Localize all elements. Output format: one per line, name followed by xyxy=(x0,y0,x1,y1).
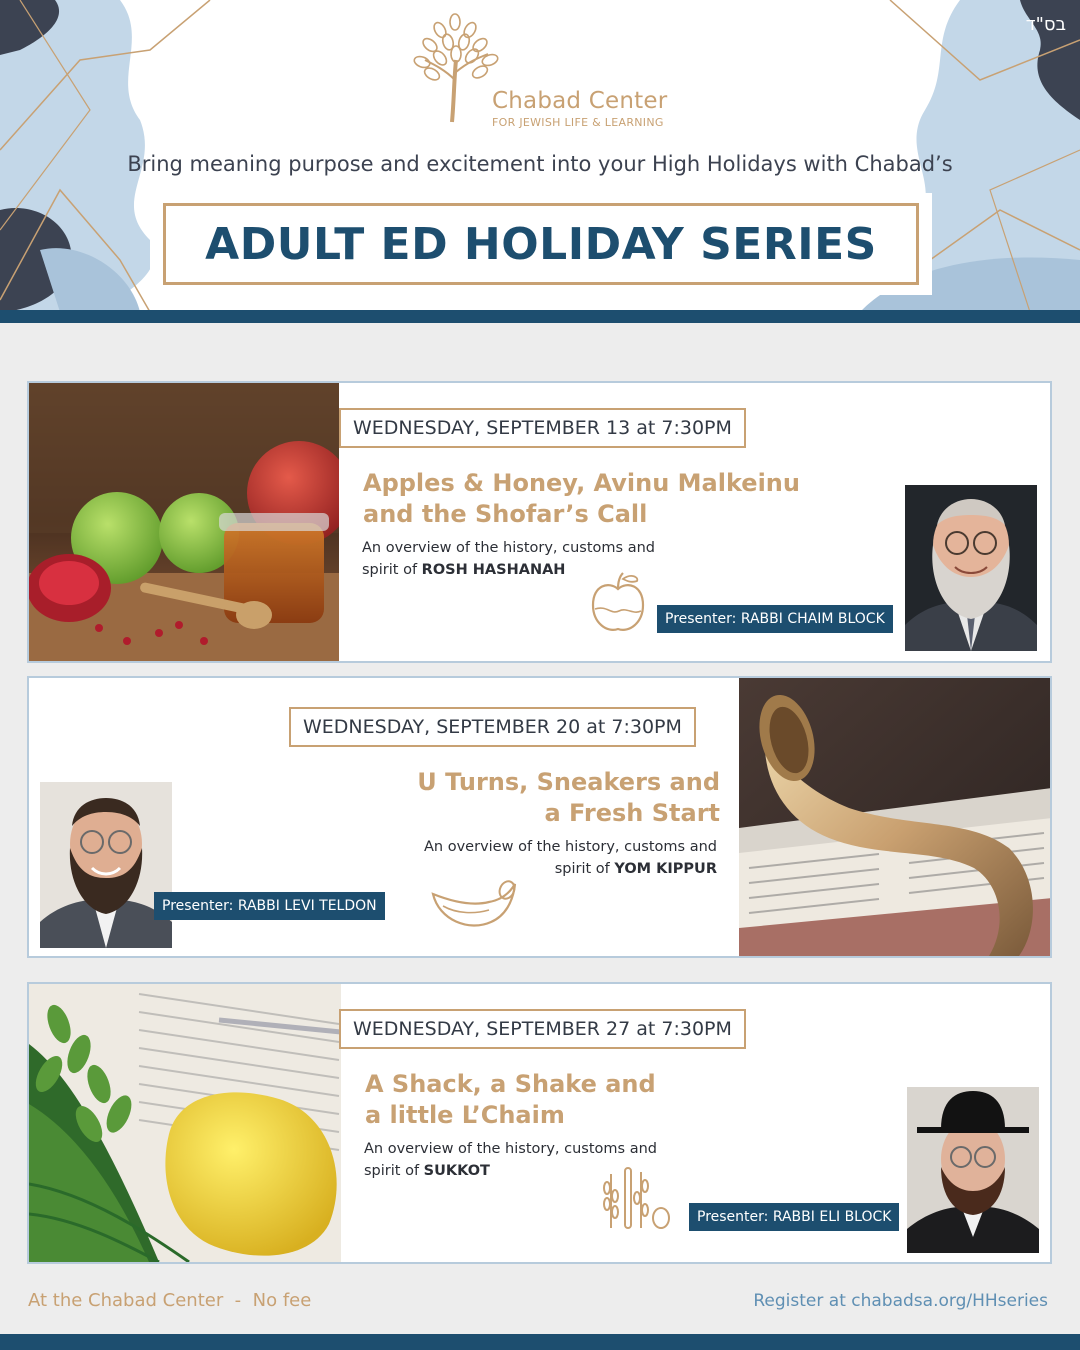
register-link[interactable]: Register at chabadsa.org/HHseries xyxy=(753,1291,1048,1311)
event-title xyxy=(365,1069,656,1131)
event-photo xyxy=(739,678,1052,956)
event-card-yom-kippur xyxy=(27,676,1052,958)
presenter-photo xyxy=(905,485,1037,651)
header-divider xyxy=(0,310,1080,323)
presenter-label: Presenter: RABBI LEVI TELDON xyxy=(154,892,385,920)
presenter-label: Presenter: RABBI CHAIM BLOCK xyxy=(657,605,893,633)
apples-honey-pomegranate-photo xyxy=(29,383,339,661)
title-frame xyxy=(163,203,919,285)
event-title-line2: and the Shofar’s Call xyxy=(363,500,648,528)
title-panel xyxy=(150,193,932,295)
event-title-line1: A Shack, a Shake and xyxy=(365,1070,656,1098)
holiday-name: YOM KIPPUR xyxy=(614,861,717,877)
holiday-name: SUKKOT xyxy=(423,1163,490,1179)
page-title: ADULT ED HOLIDAY SERIES xyxy=(205,218,877,270)
event-title-line2: a little L’Chaim xyxy=(365,1101,565,1129)
event-card-rosh-hashanah xyxy=(27,381,1052,663)
presenter-label: Presenter: RABBI ELI BLOCK xyxy=(689,1203,899,1231)
event-date: WEDNESDAY, SEPTEMBER 20 at 7:30PM xyxy=(289,707,696,747)
event-date: WEDNESDAY, SEPTEMBER 27 at 7:30PM xyxy=(339,1009,746,1049)
description-line1: An overview of the history, customs and xyxy=(424,839,717,855)
etrog-lulav-photo xyxy=(29,984,341,1262)
apple-icon xyxy=(589,571,647,637)
description-prefix: spirit of xyxy=(362,562,422,578)
four-species-icon xyxy=(601,1166,671,1230)
event-card-sukkot xyxy=(27,982,1052,1264)
tagline: Bring meaning purpose and excitement into your High Holidays with Chabad’s xyxy=(127,152,953,176)
holiday-name: ROSH HASHANAH xyxy=(421,562,566,578)
event-photo xyxy=(29,984,341,1262)
footer-location: At the Chabad Center - No fee xyxy=(28,1290,312,1311)
bsd-mark: בס"ד xyxy=(1025,14,1066,35)
event-title-line1: Apples & Honey, Avinu Malkeinu xyxy=(363,469,800,497)
description-prefix: spirit of xyxy=(554,861,615,877)
description-line1: An overview of the history, customs and xyxy=(362,540,655,556)
event-description xyxy=(424,836,717,880)
event-date: WEDNESDAY, SEPTEMBER 13 at 7:30PM xyxy=(339,408,746,448)
presenter-photo xyxy=(40,782,172,948)
logo-subtitle: FOR JEWISH LIFE & LEARNING xyxy=(492,116,664,129)
event-photo xyxy=(29,383,339,661)
description-prefix: spirit of xyxy=(364,1163,424,1179)
tree-icon xyxy=(410,10,500,125)
footer-bar xyxy=(0,1334,1080,1350)
description-line1: An overview of the history, customs and xyxy=(364,1141,657,1157)
chabad-logo xyxy=(410,10,680,130)
shofar-icon xyxy=(429,880,519,932)
shofar-on-book-photo xyxy=(739,678,1052,956)
logo-name: Chabad Center xyxy=(492,88,668,114)
event-title xyxy=(417,767,720,829)
presenter-photo xyxy=(907,1087,1039,1253)
event-title-line2: a Fresh Start xyxy=(544,799,720,827)
event-title-line1: U Turns, Sneakers and xyxy=(417,768,720,796)
header xyxy=(0,0,1080,312)
event-title xyxy=(363,468,800,530)
